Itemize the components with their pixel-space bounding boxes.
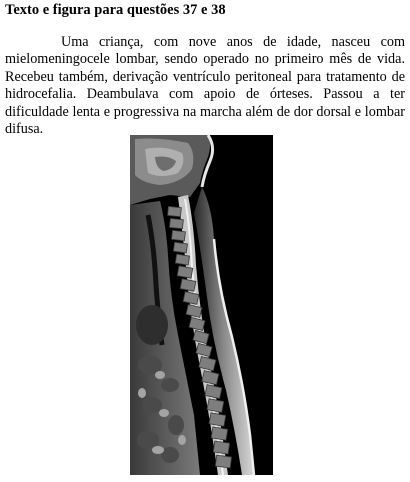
section-title: Texto e figura para questões 37 e 38 xyxy=(5,2,226,18)
mri-figure xyxy=(130,135,273,475)
case-description: Uma criança, com nove anos de idade, nasceu com mielomeningocele lombar, sendo operado no primeiro mês de vida. Recebeu também, derivação ventrículo peritoneal para tratamento de hidrocefalia. Deambulava com apoio de órteses. Passou a ter dificuldade lenta e progressiva na marcha além de dor dorsal e lombar difusa. xyxy=(5,34,405,138)
spine-mri-image xyxy=(130,135,273,475)
